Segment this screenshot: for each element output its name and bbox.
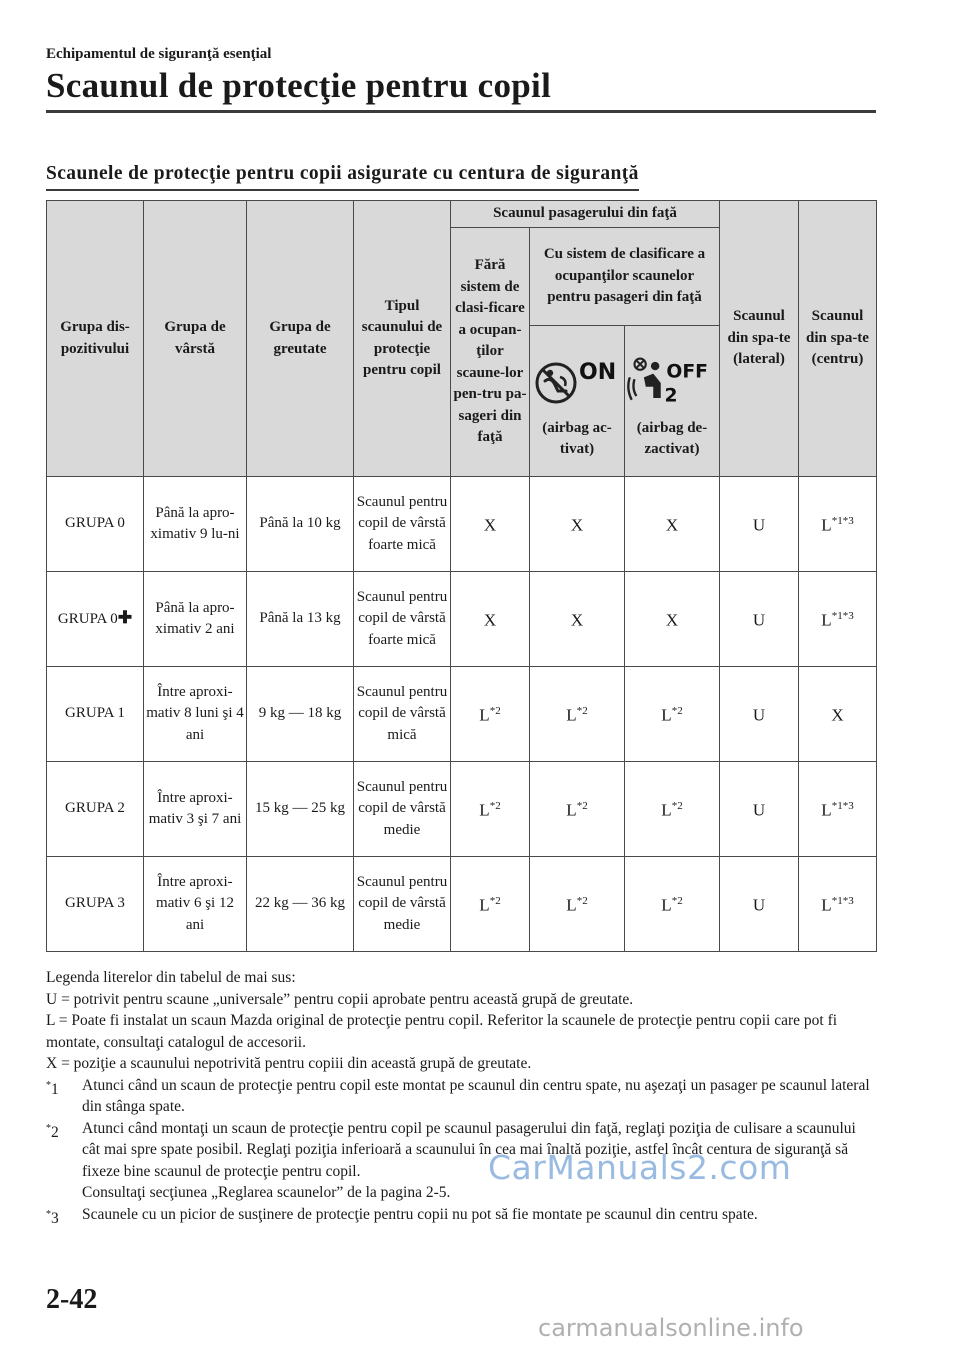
- weight-cell: Până la 10 kg: [247, 477, 354, 572]
- header-airbag-off: [625, 326, 720, 477]
- table-row: [47, 857, 877, 952]
- watermark: CarManuals2.com: [488, 1148, 792, 1187]
- legend-u: U = potrivit pentru scaune „universale” pentru copii aprobate pentru această grupă de greutate.: [46, 990, 634, 1008]
- footnote-2-reference: Consultaţi secţiunea „Reglarea scaunelor” de la pagina 2-5.: [82, 1184, 451, 1201]
- weight-cell: 15 kg — 25 kg: [247, 762, 354, 857]
- watermark-footer: carmanualsonline.info: [538, 1314, 804, 1342]
- header-device-group: Grupa dis-pozitivului: [47, 201, 144, 477]
- running-header: Echipamentul de siguranţă esenţial: [46, 46, 272, 62]
- seat-type-cell: Scaunul pentru copil de vârstă medie: [354, 762, 451, 857]
- suitability-cell: $L^{*2}$: [625, 667, 720, 762]
- group-cell: GRUPA 0✚: [47, 572, 144, 667]
- legend: [46, 967, 876, 1229]
- suitability-cell: X: [451, 572, 530, 667]
- header-airbag-on: [530, 326, 625, 477]
- header-rear-center: Scaunul din spa-te (centru): [799, 201, 877, 477]
- airbag-off-icon: [627, 352, 717, 412]
- airbag-on-caption: (airbag ac-tivat): [542, 419, 612, 457]
- header-seat-type: Tipul scaunului de protecţie pentru copil: [354, 201, 451, 477]
- suitability-cell: X: [625, 477, 720, 572]
- suitability-cell: X: [799, 667, 877, 762]
- header-weight-group: Grupa de greutate: [247, 201, 354, 477]
- suitability-cell: U: [720, 572, 799, 667]
- group-cell: GRUPA 2: [47, 762, 144, 857]
- table-row: [47, 667, 877, 762]
- suitability-cell: U: [720, 857, 799, 952]
- header-age-group: Grupa de vârstă: [144, 201, 247, 477]
- suitability-cell: $L^{*1*3}$: [799, 572, 877, 667]
- table-row: [47, 477, 877, 572]
- header-with-system: Cu sistem de clasificare a ocupanţilor scaunelor pentru pasageri din faţă: [530, 228, 720, 326]
- suitability-cell: $L^{*1*3}$: [799, 477, 877, 572]
- table-row: [47, 572, 877, 667]
- suitability-cell: U: [720, 477, 799, 572]
- footnote-2: *2 Atunci când montaţi un scaun de protecţie pentru copil pe scaunul pasagerului din faţă, reglaţi poziţia de culisare a scaunului cât mai spre spate posibil. Reglaţi poziţia inferioară a scaunului în cea mai înaltă poziţie, astfel încât centura de siguranţă să fixeze bine scaunul de protecţie pentru copil. Consultaţi secţiunea „Reglarea scaunelor” de la pagina 2-5.: [46, 1119, 856, 1201]
- suitability-cell: $L^{*2}$: [451, 667, 530, 762]
- suitability-cell: $L^{*2}$: [530, 762, 625, 857]
- group-cell: GRUPA 1: [47, 667, 144, 762]
- weight-cell: 22 kg — 36 kg: [247, 857, 354, 952]
- legend-l: L = Poate fi instalat un scaun Mazda original de protecţie pentru copil. Referitor la scaunele de protecţie pentru copii care pot fi montate, consultaţi catalogul de accesorii.: [46, 1012, 838, 1051]
- suitability-cell: $L^{*2}$: [625, 762, 720, 857]
- footnote-3: *3 Scaunele cu un picior de susţinere de protecţie pentru copii nu pot să fie montate pe scaunul din centru spate.: [46, 1205, 758, 1227]
- group-cell: GRUPA 3: [47, 857, 144, 952]
- seat-type-cell: Scaunul pentru copil de vârstă foarte mică: [354, 572, 451, 667]
- suitability-cell: $L^{*2}$: [451, 857, 530, 952]
- title-rule: [46, 110, 876, 113]
- age-cell: Până la apro-ximativ 2 ani: [144, 572, 247, 667]
- svg-text:ON: ON: [579, 359, 617, 385]
- suitability-cell: X: [451, 477, 530, 572]
- suitability-cell: $L^{*2}$: [530, 857, 625, 952]
- child-seat-table: [46, 200, 877, 952]
- header-without-system: Fără sistem de clasi-ficare a ocupan-ţilor scaune-lor pen-tru pa-sageri din faţă: [451, 228, 530, 477]
- seat-type-cell: Scaunul pentru copil de vârstă foarte mică: [354, 477, 451, 572]
- plus-icon: ✚: [117, 608, 133, 628]
- airbag-on-icon: [532, 352, 622, 412]
- suitability-cell: $L^{*2}$: [530, 667, 625, 762]
- age-cell: Între aproxi-mativ 6 şi 12 ani: [144, 857, 247, 952]
- suitability-cell: X: [625, 572, 720, 667]
- suitability-cell: X: [530, 477, 625, 572]
- age-cell: Până la apro-ximativ 9 lu-ni: [144, 477, 247, 572]
- footnote-1: *1 Atunci când un scaun de protecţie pentru copil este montat pe scaunul din centru spate, nu aşezaţi un pasager pe scaunul lateral din stânga spate.: [46, 1076, 870, 1115]
- section-title: Scaunele de protecţie pentru copii asigurate cu centura de siguranţă: [46, 163, 639, 191]
- legend-intro: Legenda literelor din tabelul de mai sus:: [46, 969, 296, 986]
- suitability-cell: $L^{*1*3}$: [799, 857, 877, 952]
- page-title: Scaunul de protecţie pentru copil: [46, 66, 552, 105]
- suitability-cell: $L^{*2}$: [451, 762, 530, 857]
- age-cell: Între aproxi-mativ 3 şi 7 ani: [144, 762, 247, 857]
- suitability-cell: U: [720, 667, 799, 762]
- header-front-passenger: Scaunul pasagerului din faţă: [451, 201, 720, 228]
- age-cell: Între aproxi-mativ 8 luni şi 4 ani: [144, 667, 247, 762]
- weight-cell: Până la 13 kg: [247, 572, 354, 667]
- airbag-off-caption: (airbag de-zactivat): [636, 419, 708, 457]
- svg-text:2: 2: [664, 385, 678, 407]
- suitability-cell: $L^{*1*3}$: [799, 762, 877, 857]
- group-cell: GRUPA 0: [47, 477, 144, 572]
- legend-x: X = poziţie a scaunului nepotrivită pentru copiii din această grupă de greutate.: [46, 1055, 532, 1072]
- suitability-cell: U: [720, 762, 799, 857]
- svg-text:OFF: OFF: [666, 360, 708, 382]
- seat-type-cell: Scaunul pentru copil de vârstă medie: [354, 857, 451, 952]
- table-row: [47, 762, 877, 857]
- suitability-cell: X: [530, 572, 625, 667]
- suitability-cell: $L^{*2}$: [625, 857, 720, 952]
- seat-type-cell: Scaunul pentru copil de vârstă mică: [354, 667, 451, 762]
- page-number: 2-42: [46, 1284, 98, 1315]
- weight-cell: 9 kg — 18 kg: [247, 667, 354, 762]
- header-rear-lateral: Scaunul din spa-te (lateral): [720, 201, 799, 477]
